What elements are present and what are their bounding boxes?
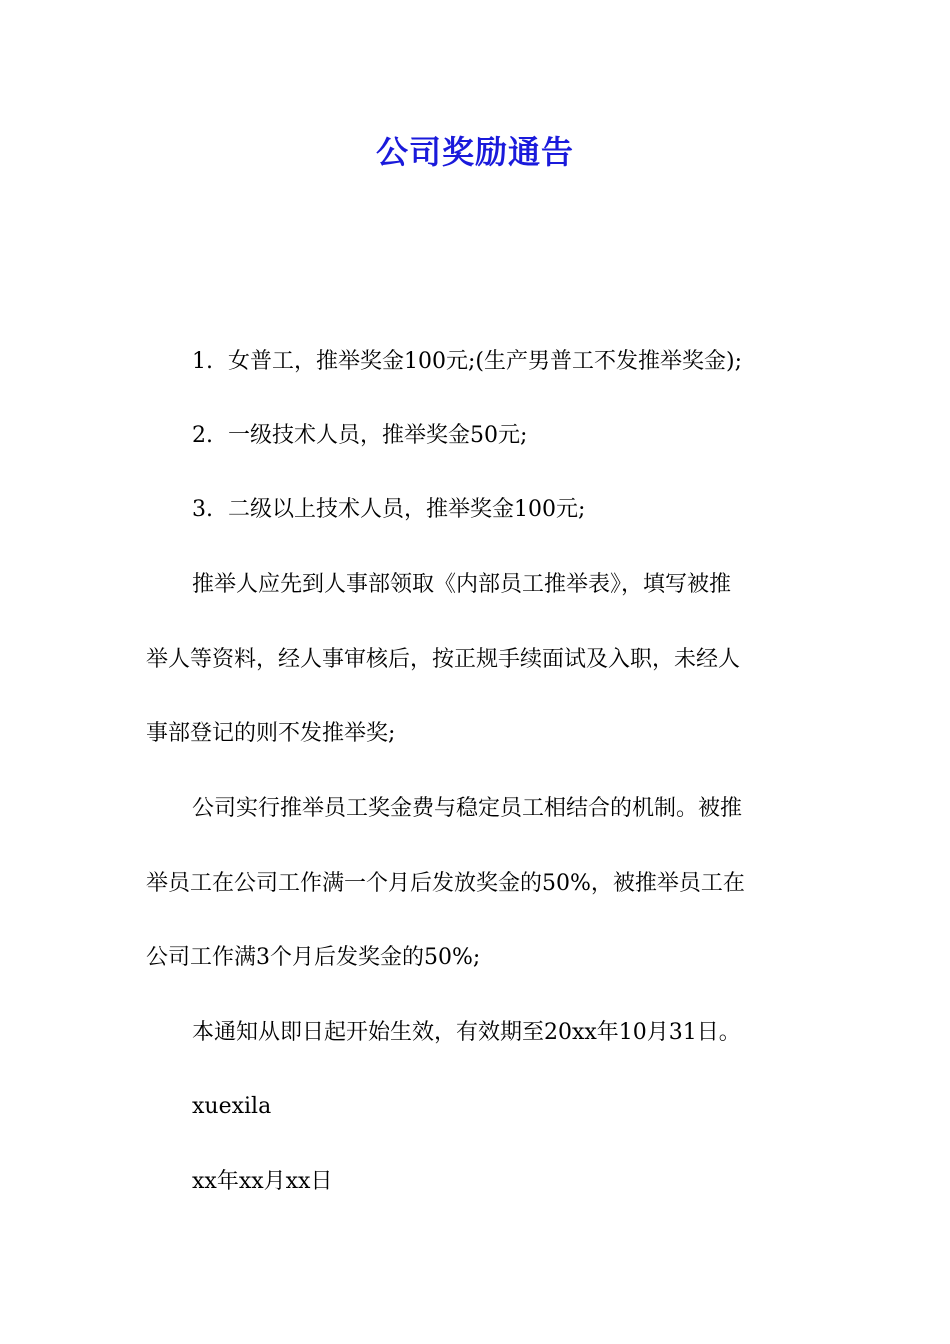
paragraph-line: 举员工在公司工作满一个月后发放奖金的50%，被推举员工在 xyxy=(146,871,745,896)
paragraph-line: 举人等资料，经人事审核后，按正规手续面试及入职，未经人 xyxy=(146,647,741,672)
list-item xyxy=(192,342,856,382)
notice-text: 本通知从即日起开始生效，有效期至20xx年10月31日。 xyxy=(192,1020,741,1045)
list-item xyxy=(192,490,856,530)
list-item xyxy=(192,416,856,456)
list-item-number: 2. xyxy=(192,423,213,448)
signature: xuexila xyxy=(192,1094,272,1119)
list-item-number: 3. xyxy=(192,497,213,522)
paragraph-line: 公司实行推举员工奖金费与稳定员工相结合的机制。被推 xyxy=(192,796,743,821)
paragraph-line: 事部登记的则不发推举奖; xyxy=(146,721,396,746)
list-item-text: 二级以上技术人员，推举奖金100元; xyxy=(228,497,586,522)
list-item-text: 一级技术人员，推举奖金50元; xyxy=(228,423,528,448)
list-item-number: 1. xyxy=(192,349,213,374)
document-date: xx年xx月xx日 xyxy=(192,1169,333,1194)
document-title: 公司奖励通告 xyxy=(375,133,574,171)
list-item-text: 女普工，推举奖金100元;(生产男普工不发推举奖金); xyxy=(228,349,742,374)
paragraph-line: 推举人应先到人事部领取《内部员工推举表》，填写被推 xyxy=(192,572,732,597)
paragraph-line: 公司工作满3个月后发奖金的50%; xyxy=(146,945,481,970)
